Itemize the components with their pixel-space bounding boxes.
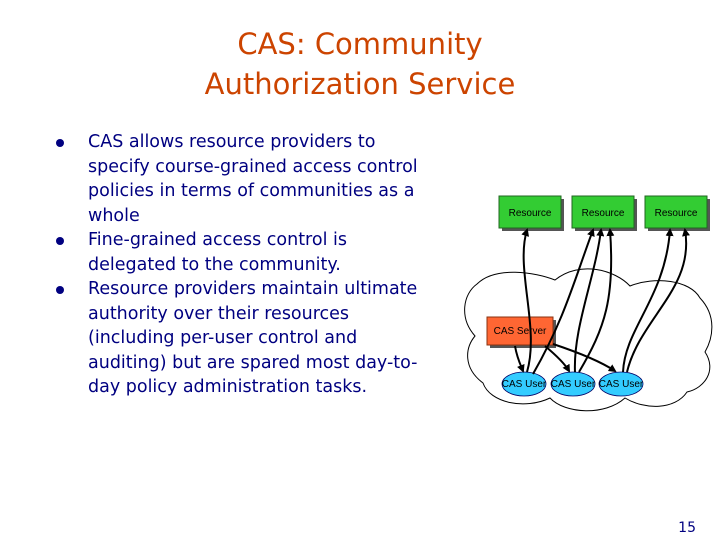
slide-title-line-1: CAS: Community <box>237 27 483 61</box>
bullet-text: Resource providers maintain ultimate authority over their resources (including per-user control and auditing) but are spared most day-to-day policy administration tasks. <box>88 279 418 397</box>
bullet-item <box>52 130 422 228</box>
arrow-user-to-resource <box>533 230 593 374</box>
cas-user-1 <box>502 372 547 396</box>
slide-title-line-2: Authorization Service <box>204 67 516 101</box>
bullet-item <box>52 228 422 277</box>
resource-label-2: Resource <box>581 208 625 219</box>
resource-box-2 <box>572 196 637 231</box>
resource-box-1 <box>499 196 564 231</box>
page-number: 15 <box>678 520 696 536</box>
bullet-dot-icon <box>56 139 64 147</box>
arrow-user-to-resource <box>575 230 601 372</box>
cas-server-box <box>487 317 556 348</box>
arrow-user-to-resource <box>579 230 611 372</box>
cas-diagram <box>455 188 720 428</box>
bullet-text: Fine-grained access control is delegated to the community. <box>88 230 347 275</box>
bullet-dot-icon <box>56 237 64 245</box>
arrow-user-to-resource <box>623 230 670 372</box>
cas-server-label: CAS Server <box>493 326 547 337</box>
arrow-server-to-user <box>545 346 569 371</box>
resource-box-3 <box>645 196 710 231</box>
cas-user-label-2: CAS User <box>550 379 596 390</box>
bullet-text: CAS allows resource providers to specify course-grained access control policies in terms of communities as a whole <box>88 132 418 226</box>
bullet-item <box>52 277 422 400</box>
cas-user-label-3: CAS User <box>598 379 644 390</box>
arrow-server-to-user <box>553 344 615 371</box>
cas-user-2 <box>551 372 596 396</box>
cas-user-label-1: CAS User <box>501 379 547 390</box>
slide-title <box>0 24 720 104</box>
arrow-user-to-resource <box>524 230 531 372</box>
resource-label-1: Resource <box>508 208 552 219</box>
bullet-dot-icon <box>56 286 64 294</box>
cas-user-3 <box>599 372 644 396</box>
arrow-server-to-user <box>515 346 523 371</box>
arrow-user-to-resource <box>627 230 686 372</box>
resource-label-3: Resource <box>654 208 698 219</box>
bullet-list <box>52 130 422 400</box>
